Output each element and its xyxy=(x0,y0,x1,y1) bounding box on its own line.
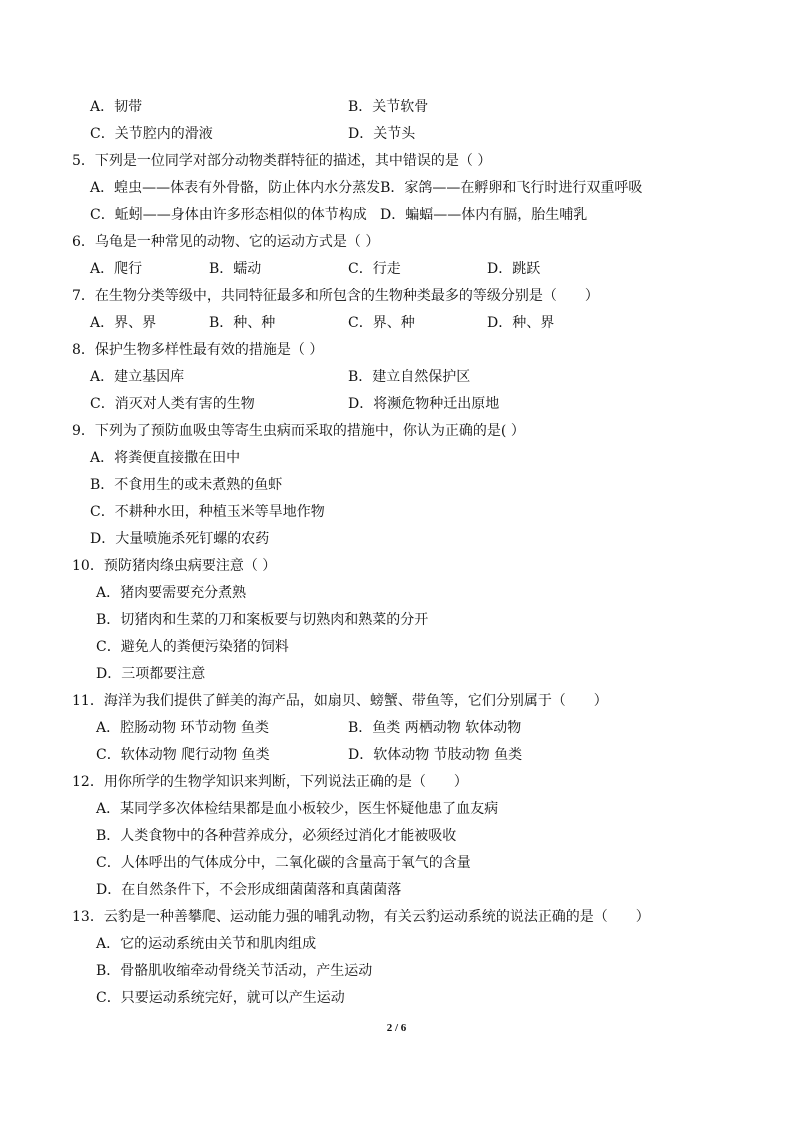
option-b: B．切猪肉和生菜的刀和案板要与切熟肉和熟菜的分开 xyxy=(96,612,429,628)
q8-options-row-2 xyxy=(72,391,753,418)
option-c: C．人体呼出的气体成分中，二氧化碳的含量高于氧气的含量 xyxy=(96,855,471,871)
q12-option-c xyxy=(72,850,753,877)
option-b: B．不食用生的或未煮熟的鱼虾 xyxy=(90,477,283,493)
option-b: B．鱼类 两栖动物 软体动物 xyxy=(348,720,522,736)
option-a: A．韧带 xyxy=(90,99,143,115)
option-c: C．界、种 xyxy=(348,315,415,331)
q10-option-d xyxy=(72,661,753,688)
q12-option-d xyxy=(72,877,753,904)
q9-option-a xyxy=(72,445,753,472)
option-c: C．避免人的粪便污染猪的饲料 xyxy=(96,639,289,655)
q10-option-c xyxy=(72,634,753,661)
q4-options-row-2 xyxy=(72,121,753,148)
question-6: 6．乌龟是一种常见的动物、它的运动方式是（ ） xyxy=(72,234,380,250)
option-d: D．软体动物 节肢动物 鱼类 xyxy=(348,747,523,763)
option-b: B．蠕动 xyxy=(209,261,262,277)
q10-option-a xyxy=(72,580,753,607)
page-number: 2 / 6 xyxy=(386,1022,407,1034)
q8-options-row-1 xyxy=(72,364,753,391)
q13-option-b xyxy=(72,958,753,985)
option-b: B．关节软骨 xyxy=(348,99,429,115)
q9-option-c xyxy=(72,499,753,526)
option-b: B．建立自然保护区 xyxy=(348,369,471,385)
option-b: B．种、种 xyxy=(209,315,276,331)
option-a: A．它的运动系统由关节和肌肉组成 xyxy=(96,936,317,952)
q11-options-row-1 xyxy=(72,715,753,742)
q9-option-b xyxy=(72,472,753,499)
option-c: C．消灭对人类有害的生物 xyxy=(90,396,255,412)
option-d: D．跳跃 xyxy=(487,261,541,277)
option-a: A．猪肉要需要充分煮熟 xyxy=(96,585,247,601)
q5-options-row-2 xyxy=(72,202,753,229)
option-d: D．三项都要注意 xyxy=(96,666,206,682)
option-b: B．骨骼肌收缩牵动骨绕关节活动，产生运动 xyxy=(96,963,373,979)
option-d: D．蝙蝠——体内有膈，胎生哺乳 xyxy=(380,207,588,223)
option-a: A．某同学多次体检结果都是血小板较少，医生怀疑他患了血友病 xyxy=(96,801,499,817)
question-11: 11．海洋为我们提供了鲜美的海产品，如扇贝、螃蟹、带鱼等，它们分别属于（ ） xyxy=(72,693,608,709)
option-a: A．爬行 xyxy=(90,261,143,277)
option-d: D．种、界 xyxy=(487,315,555,331)
question-12: 12．用你所学的生物学知识来判断，下列说法正确的是（ ） xyxy=(72,774,468,790)
option-c: C．不耕种水田，种植玉米等旱地作物 xyxy=(90,504,325,520)
question-10: 10．预防猪肉绦虫病要注意（ ） xyxy=(72,558,277,574)
option-c: C．只要运动系统完好，就可以产生运动 xyxy=(96,990,345,1006)
question-5: 5．下列是一位同学对部分动物类群特征的描述，其中错误的是（ ） xyxy=(72,153,492,169)
option-c: C．蚯蚓——身体由许多形态相似的体节构成 xyxy=(90,207,367,223)
question-8: 8．保护生物多样性最有效的措施是（ ） xyxy=(72,342,324,358)
option-d: D．将濒危物种迁出原地 xyxy=(348,396,500,412)
option-c: C．软体动物 爬行动物 鱼类 xyxy=(96,747,270,763)
q5-options-row-1 xyxy=(72,175,753,202)
question-13: 13．云豹是一种善攀爬、运动能力强的哺乳动物，有关云豹运动系统的说法正确的是（ ） xyxy=(72,909,650,925)
option-a: A．建立基因库 xyxy=(90,369,185,385)
q9-option-d xyxy=(72,526,753,553)
option-d: D．在自然条件下，不会形成细菌菌落和真菌菌落 xyxy=(96,882,402,898)
q13-option-a xyxy=(72,931,753,958)
q11-options-row-2 xyxy=(72,742,753,769)
q12-option-a xyxy=(72,796,753,823)
option-d: D．关节头 xyxy=(348,126,416,142)
option-ab: A．蝗虫——体表有外骨骼，防止体内水分蒸发B．家鸽——在孵卵和飞行时进行双重呼吸 xyxy=(90,180,643,196)
question-7: 7．在生物分类等级中，共同特征最多和所包含的生物种类最多的等级分别是（ ） xyxy=(72,288,599,304)
option-b: B．人类食物中的各种营养成分，必须经过消化才能被吸收 xyxy=(96,828,457,844)
q12-option-b xyxy=(72,823,753,850)
option-c: C．行走 xyxy=(348,261,401,277)
option-a: A．界、界 xyxy=(90,315,157,331)
question-9: 9．下列为了预防血吸虫等寄生虫病而采取的措施中，你认为正确的是( ） xyxy=(72,423,525,439)
q6-options xyxy=(72,256,753,283)
option-a: A．腔肠动物 环节动物 鱼类 xyxy=(96,720,270,736)
option-a: A．将粪便直接撒在田中 xyxy=(90,450,241,466)
option-c: C．关节腔内的滑液 xyxy=(90,126,213,142)
q7-options xyxy=(72,310,753,337)
q10-option-b xyxy=(72,607,753,634)
option-d: D．大量喷施杀死钉螺的农药 xyxy=(90,531,270,547)
q13-option-c xyxy=(72,985,753,1012)
q4-options-row-1 xyxy=(72,94,753,121)
